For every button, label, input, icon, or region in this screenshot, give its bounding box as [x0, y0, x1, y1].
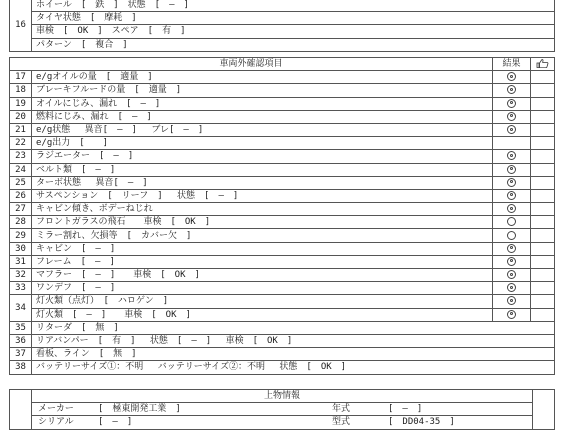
result-mark [493, 163, 531, 176]
check-row [10, 110, 555, 123]
result-header: 結果 [493, 58, 531, 71]
check-row [10, 150, 555, 163]
result-mark [493, 255, 531, 268]
model-label: 型式 [332, 417, 351, 428]
check-row [10, 97, 555, 110]
check-item-label: キャビン傾き、ボデーねじれ [32, 203, 493, 216]
row-number: 20 [10, 110, 32, 123]
check-item-label: e/g出力 [ ] [32, 137, 493, 150]
check-row [10, 255, 555, 268]
result-mark [493, 150, 531, 163]
check-item-label: 燃料にじみ、漏れ [ ― ] [32, 110, 493, 123]
serial-label: シリアル [38, 417, 74, 428]
check-item-label: ワンデフ [ ― ] [32, 282, 493, 295]
row-number: 18 [10, 84, 32, 97]
result-mark [493, 176, 531, 189]
row-number: 23 [10, 150, 32, 163]
wheel-line: ホイール [ 鉄 ] 状態 [ ― ] [32, 0, 555, 12]
row-number: 37 [10, 348, 32, 361]
row-number: 36 [10, 334, 32, 347]
result-mark [493, 295, 531, 308]
inspection-spare-line: 車検 [ OK ] スペア [ 有 ] [32, 25, 555, 38]
row-number: 34 [10, 295, 32, 321]
check-row [10, 216, 555, 229]
result-mark [493, 137, 531, 150]
row-number: 25 [10, 176, 32, 189]
pattern-line: パターン [ 複合 ] [32, 38, 555, 51]
serial-value: [ ― ] [98, 417, 133, 428]
tire-wheel-block [9, 0, 555, 52]
row-number: 27 [10, 203, 32, 216]
row-number: 29 [10, 229, 32, 242]
check-item-label: 看板、ライン [ 無 ] [32, 348, 555, 361]
check-row [10, 321, 555, 334]
row-number: 17 [10, 71, 32, 84]
result-mark [493, 269, 531, 282]
row-number: 21 [10, 123, 32, 136]
check-item-label: ラジエーター [ ― ] [32, 150, 493, 163]
check-item-label: ブレーキフルードの量 [ 適量 ] [32, 84, 493, 97]
thumbs-up-icon [531, 58, 555, 71]
check-item-label: リアバンパー [ 有 ] 状態 [ ― ] 車検 [ OK ] [32, 334, 555, 347]
check-item-label: ミラー割れ、欠損等 [ カバー欠 ] [32, 229, 493, 242]
check-item-label: フロントガラスの飛石 車検 [ OK ] [32, 216, 493, 229]
result-mark [493, 71, 531, 84]
check-item-label: マフラー [ ― ] 車検 [ OK ] [32, 269, 493, 282]
row-number: 16 [10, 0, 32, 51]
check-row [10, 84, 555, 97]
check-row [10, 242, 555, 255]
row-number: 19 [10, 97, 32, 110]
tire-condition-line: タイヤ状態 [ 摩耗 ] [32, 12, 555, 25]
check-item-label: e/g状態 異音[ ― ] ブレ[ ― ] [32, 123, 493, 136]
check-item-label: ベルト類 [ ― ] [32, 163, 493, 176]
result-mark [493, 282, 531, 295]
check-row [10, 334, 555, 347]
upper-info-title: 上物情報 [32, 390, 533, 403]
result-mark [493, 189, 531, 202]
check-item-label: フレーム [ ― ] [32, 255, 493, 268]
check-item-label: オイルにじみ、漏れ [ ― ] [32, 97, 493, 110]
check-item-label: ターボ状態 異音[ ― ] [32, 176, 493, 189]
row-number: 30 [10, 242, 32, 255]
row-number: 38 [10, 361, 32, 374]
check-row [10, 137, 555, 150]
result-mark [493, 97, 531, 110]
row-number: 28 [10, 216, 32, 229]
upper-info-table [9, 389, 555, 430]
result-mark [493, 242, 531, 255]
check-row [10, 269, 555, 282]
check-row [10, 348, 555, 361]
check-row [10, 176, 555, 189]
row-number: 31 [10, 255, 32, 268]
check-item-label: サスペンション [ リーフ ] 状態 [ ― ] [32, 189, 493, 202]
check-row [10, 229, 555, 242]
check-item-label: キャビン [ ― ] [32, 242, 493, 255]
result-mark [493, 308, 531, 321]
result-mark [493, 123, 531, 136]
row-number: 33 [10, 282, 32, 295]
row-number: 35 [10, 321, 32, 334]
year-value: [ ― ] [388, 404, 423, 415]
row-number: 22 [10, 137, 32, 150]
result-mark [493, 216, 531, 229]
year-label: 年式 [332, 404, 351, 415]
row-number: 26 [10, 189, 32, 202]
lights-inspection-line: 灯火類 [ ― ] 車検 [ OK ] [32, 308, 493, 321]
result-mark [493, 110, 531, 123]
check-row [10, 123, 555, 136]
maker-value: [ 極東開発工業 ] [98, 404, 181, 415]
row-number: 32 [10, 269, 32, 282]
check-item-label: リターダ [ 無 ] [32, 321, 555, 334]
check-row [10, 282, 555, 295]
maker-label: メーカー [38, 404, 74, 415]
result-mark [493, 84, 531, 97]
row-number: 24 [10, 163, 32, 176]
model-value: [ DD04-35 ] [388, 417, 455, 428]
check-row [10, 71, 555, 84]
check-row [10, 203, 555, 216]
result-mark [493, 203, 531, 216]
lights-halogen-line: 灯火類（点灯） [ ハロゲン ] [32, 295, 493, 308]
check-row [10, 361, 555, 374]
check-item-label: e/gオイルの量 [ 適量 ] [32, 71, 493, 84]
check-item-label: バッテリーサイズ①：不明 バッテリーサイズ②：不明 状態 [ OK ] [32, 361, 555, 374]
exterior-check-table [9, 57, 555, 375]
result-mark [493, 229, 531, 242]
check-row [10, 163, 555, 176]
check-row [10, 189, 555, 202]
exterior-title: 車両外確認項目 [10, 58, 493, 71]
